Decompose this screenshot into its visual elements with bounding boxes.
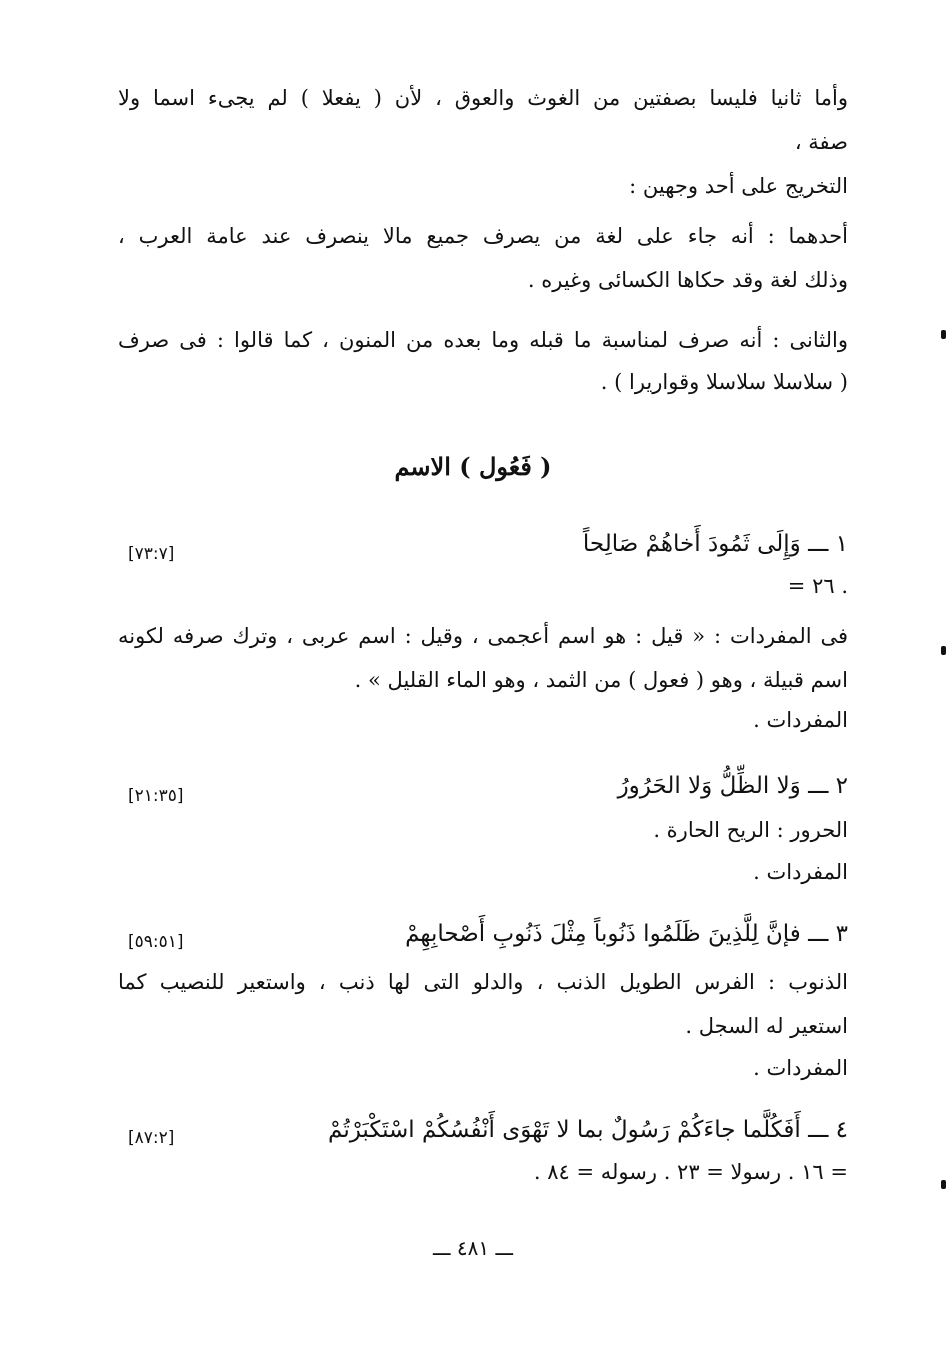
- entry-2-line-1: الحرور : الريح الحارة .: [653, 818, 848, 842]
- scan-edge-mark: [941, 1180, 946, 1189]
- entry-3-line-2: استعير له السجل .: [685, 1014, 848, 1038]
- entry-1-line-4: المفردات .: [753, 708, 848, 732]
- entry-2-verse: ٢ ـــ وَلا الظِّلُّ وَلا الحَرُورُ: [617, 773, 848, 799]
- intro-line-5: وذلك لغة وقد حكاها الكسائى وغيره .: [527, 268, 848, 292]
- intro-line-2: صفة ،: [794, 130, 848, 154]
- intro-line-4: أحدهما : أنه جاء على لغة من يصرف جميع مالا ينصرف عند عامة العرب ،: [118, 224, 848, 248]
- intro-line-1: وأما ثانيا فليسا بصفتين من الغوث والعوق ، لأن ( يفعلا ) لم يجىء اسما ولا: [118, 86, 848, 110]
- entry-4-verse: ٤ ـــ أَفَكُلَّما جاءَكُمْ رَسُولٌ بما لا تَهْوَى أَنْفُسُكُمْ اسْتَكْبَرْتُمْ: [328, 1117, 848, 1143]
- entry-2-ref: [٢١:٣٥]: [128, 786, 184, 806]
- section-title: ( فَعُول ) الاسم: [394, 452, 552, 481]
- entry-4-line-1: = ١٦ . رسولا = ٢٣ . رسوله = ٨٤ .: [533, 1160, 848, 1184]
- intro-line-3: التخريج على أحد وجهين :: [629, 174, 848, 198]
- entry-3-ref: [٥٩:٥١]: [128, 932, 184, 952]
- intro-line-7: ( سلاسلا سلاسلا وقواريرا ) .: [600, 370, 848, 394]
- scan-edge-mark: [941, 646, 946, 655]
- entry-1-ref: [٧٣:٧]: [128, 544, 175, 564]
- entry-1-verse: ١ ـــ وَإِلَى ثَمُودَ أَخاهُمْ صَالِحاً: [582, 531, 848, 557]
- entry-1-line-1: = ٢٦ .: [787, 574, 848, 598]
- scan-edge-mark: [941, 330, 946, 339]
- entry-3-line-1: الذنوب : الفرس الطويل الذنب ، والدلو التى لها ذنب ، واستعير للنصيب كما: [118, 970, 848, 994]
- intro-line-6: والثانى : أنه صرف لمناسبة ما قبله وما بعده من المنون ، كما قالوا : فى صرف: [118, 328, 848, 352]
- entry-3-line-3: المفردات .: [753, 1056, 848, 1080]
- page-number: ـــ ٤٨١ ـــ: [432, 1236, 514, 1260]
- entry-1-line-3: اسم قبيلة ، وهو ( فعول ) من الثمد ، وهو الماء القليل » .: [354, 668, 848, 692]
- entry-4-ref: [٨٧:٢]: [128, 1128, 175, 1148]
- entry-3-verse: ٣ ـــ فإنَّ لِلَّذِينَ ظَلَمُوا ذَنُوباً مِثْلَ ذَنُوبِ أَصْحابِهِمْ: [405, 921, 848, 947]
- entry-2-line-2: المفردات .: [753, 860, 848, 884]
- entry-1-line-2: فى المفردات : « قيل : هو اسم أعجمى ، وقيل : اسم عربى ، وترك صرفه لكونه: [118, 624, 848, 648]
